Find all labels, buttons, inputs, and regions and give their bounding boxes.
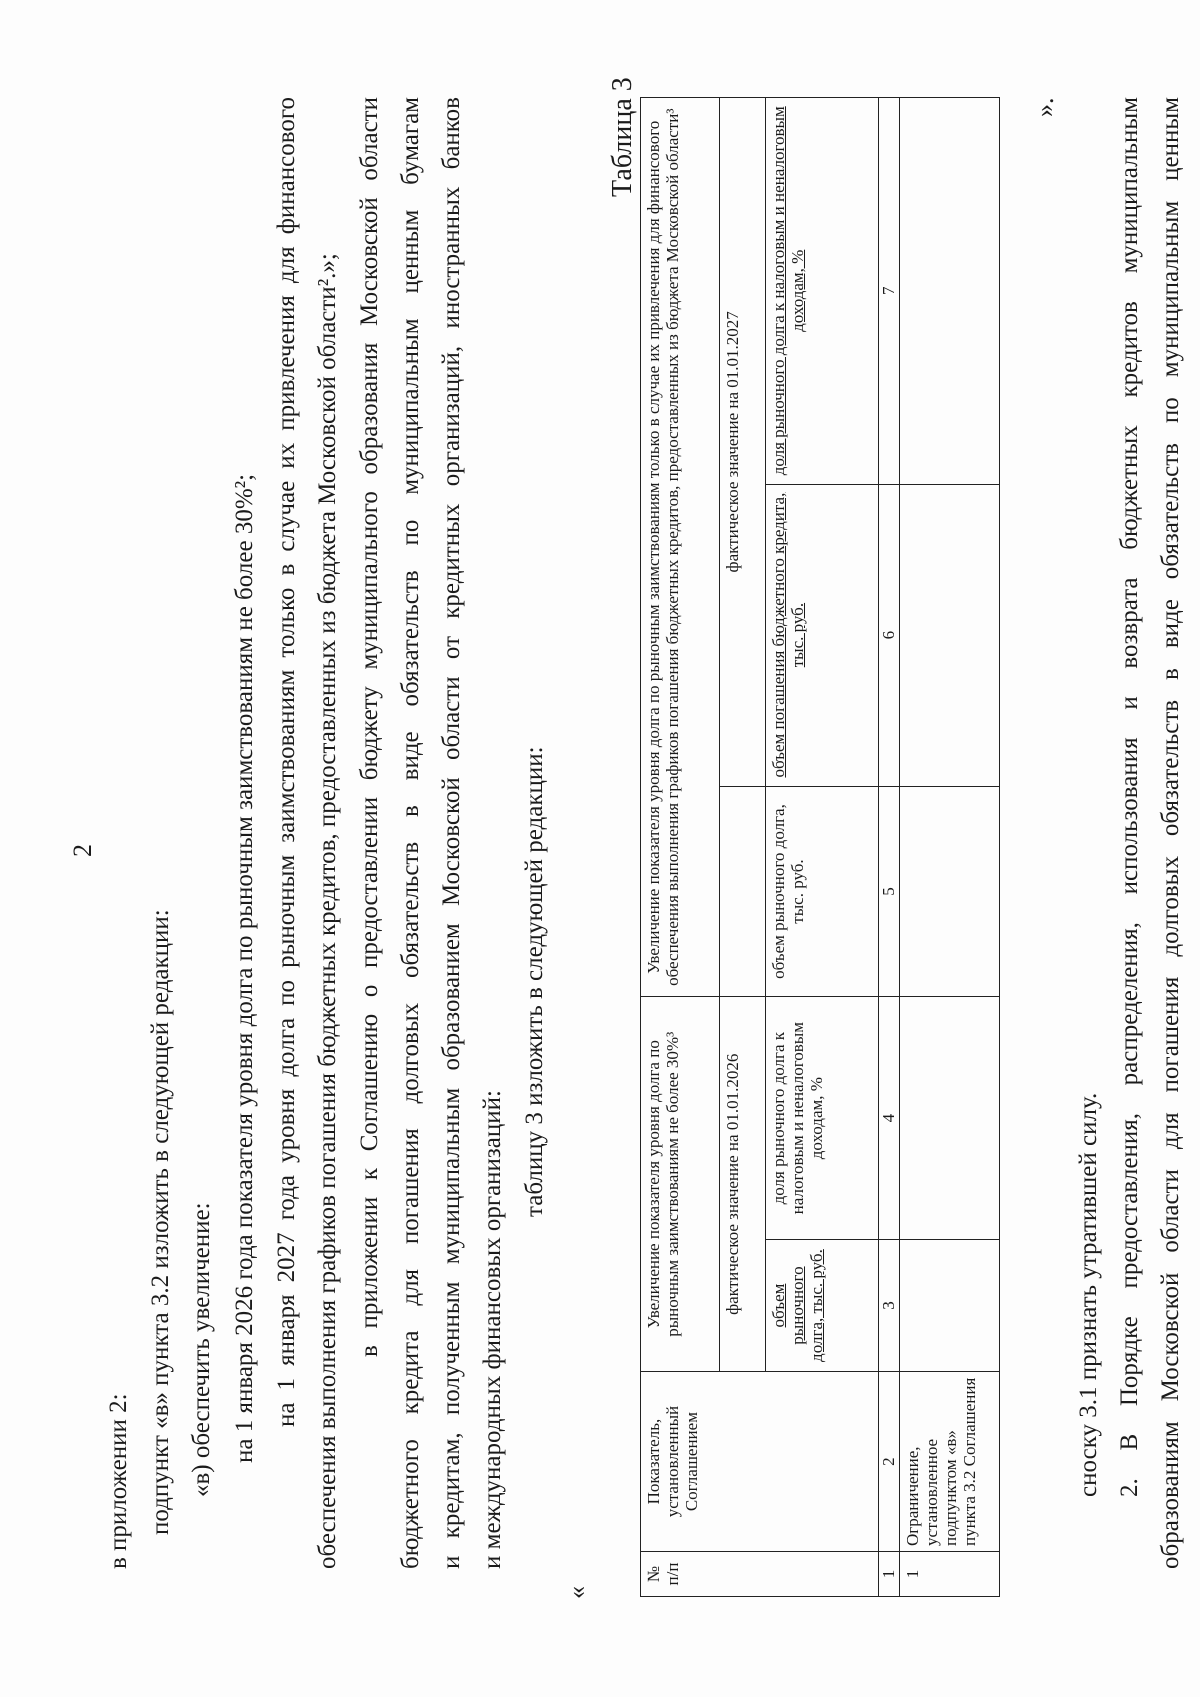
close-quote: ». xyxy=(1030,97,1059,117)
row-col-7 xyxy=(900,98,1000,485)
paragraph-ensure-increase: «в) обеспечить увеличение: xyxy=(188,1202,215,1497)
row-col-5 xyxy=(900,786,1000,997)
paragraph-agreement-line1: в приложении к Соглашению о предоставлении бюджету муниципального образования Московской области xyxy=(356,97,383,1357)
paragraph-procedure-line1: 2. В Порядке предоставления, распределения, использования и возврата бюджетных кредитов муниципальным xyxy=(1116,97,1143,1497)
paragraph-footnote-3-1: сноску 3.1 признать утратившей силу. xyxy=(1075,1092,1102,1497)
header-col-3: объем рыночного долга, тыс. руб. xyxy=(766,1239,879,1371)
header-col-5: объем рыночного долга, тыс. руб. xyxy=(766,786,879,997)
open-quote: « xyxy=(562,1586,591,1599)
header-col-4: доля рыночного долга к налоговым и неналоговым доходам, % xyxy=(766,997,879,1240)
row-col-3 xyxy=(900,1239,1000,1371)
header-fact-2027: фактическое значение на 01.01.2027 xyxy=(720,98,766,787)
paragraph-agreement-line3: и кредитам, полученным муниципальным образованием Московской области от кредитных организаций, иностранных банков xyxy=(438,97,465,1569)
paragraph-subpoint-v: подпункт «в» пункта 3.2 изложить в следующей редакции: xyxy=(147,909,174,1535)
row-no: 1 xyxy=(900,1552,1000,1597)
header-fact-2026: фактическое значение на 01.01.2026 xyxy=(720,997,766,1372)
paragraph-agreement-line4: и международных финансовых организаций: xyxy=(479,1090,506,1569)
header-col-6: объем погашения бюджетного кредита, тыс. руб. xyxy=(766,484,879,786)
num-cell: 3 xyxy=(879,1239,900,1371)
num-cell: 2 xyxy=(879,1372,900,1552)
paragraph-table3-intro: таблицу 3 изложить в следующей редакции: xyxy=(521,746,548,1217)
paragraph-2027-line2: обеспечения выполнения графиков погашения бюджетных кредитов, предоставленных из бюджета Московской области².»; xyxy=(314,253,341,1569)
num-cell: 7 xyxy=(879,98,900,485)
row-col-4 xyxy=(900,997,1000,1240)
paragraph-agreement-line2: бюджетного кредита для погашения долговых обязательств в виде обязательств по муниципальным ценным бумагам xyxy=(397,97,424,1569)
header-group-2026: Увеличение показателя уровня долга по рыночным заимствованиям не более 30%³ xyxy=(641,997,720,1372)
row-indicator: Ограничение, установленное подпунктом «в» пункта 3.2 Соглашения xyxy=(900,1372,1000,1552)
num-cell: 1 xyxy=(879,1552,900,1597)
paragraph-2027-line1: на 1 января 2027 года уровня долга по рыночным заимствованиям только в случае их привлечения для финансового xyxy=(273,97,300,1427)
paragraph-appendix-2: в приложении 2: xyxy=(105,1393,132,1569)
header-indicator: Показатель, установленный Соглашением xyxy=(641,1372,879,1552)
paragraph-2026: на 1 января 2026 года показателя уровня долга по рыночным заимствованиям не более 30%²; xyxy=(231,473,258,1463)
header-empty xyxy=(720,786,766,997)
table-number-row xyxy=(879,98,900,1597)
header-group-2027: Увеличение показателя уровня долга по рыночным заимствованиям только в случае их привлечения для финансового обеспечения выполнения графиков погашения бюджетных кредитов, предоставленных из бюджета Московской области³ xyxy=(641,98,720,997)
paragraph-procedure-line2: образованиям Московской области для погашения долговых обязательств в виде обязательств по муниципальным ценным xyxy=(1157,97,1184,1569)
header-no: № п/п xyxy=(641,1552,879,1597)
num-cell: 5 xyxy=(879,786,900,997)
num-cell: 4 xyxy=(879,997,900,1240)
header-col-7: доля рыночного долга к налоговым и неналоговым доходам, % xyxy=(766,98,879,485)
table-row xyxy=(900,98,1000,1597)
num-cell: 6 xyxy=(879,484,900,786)
page-number: 2 xyxy=(68,844,97,857)
table-3 xyxy=(640,97,1000,1597)
table-3-label: Таблица 3 xyxy=(607,77,638,197)
row-col-6 xyxy=(900,484,1000,786)
